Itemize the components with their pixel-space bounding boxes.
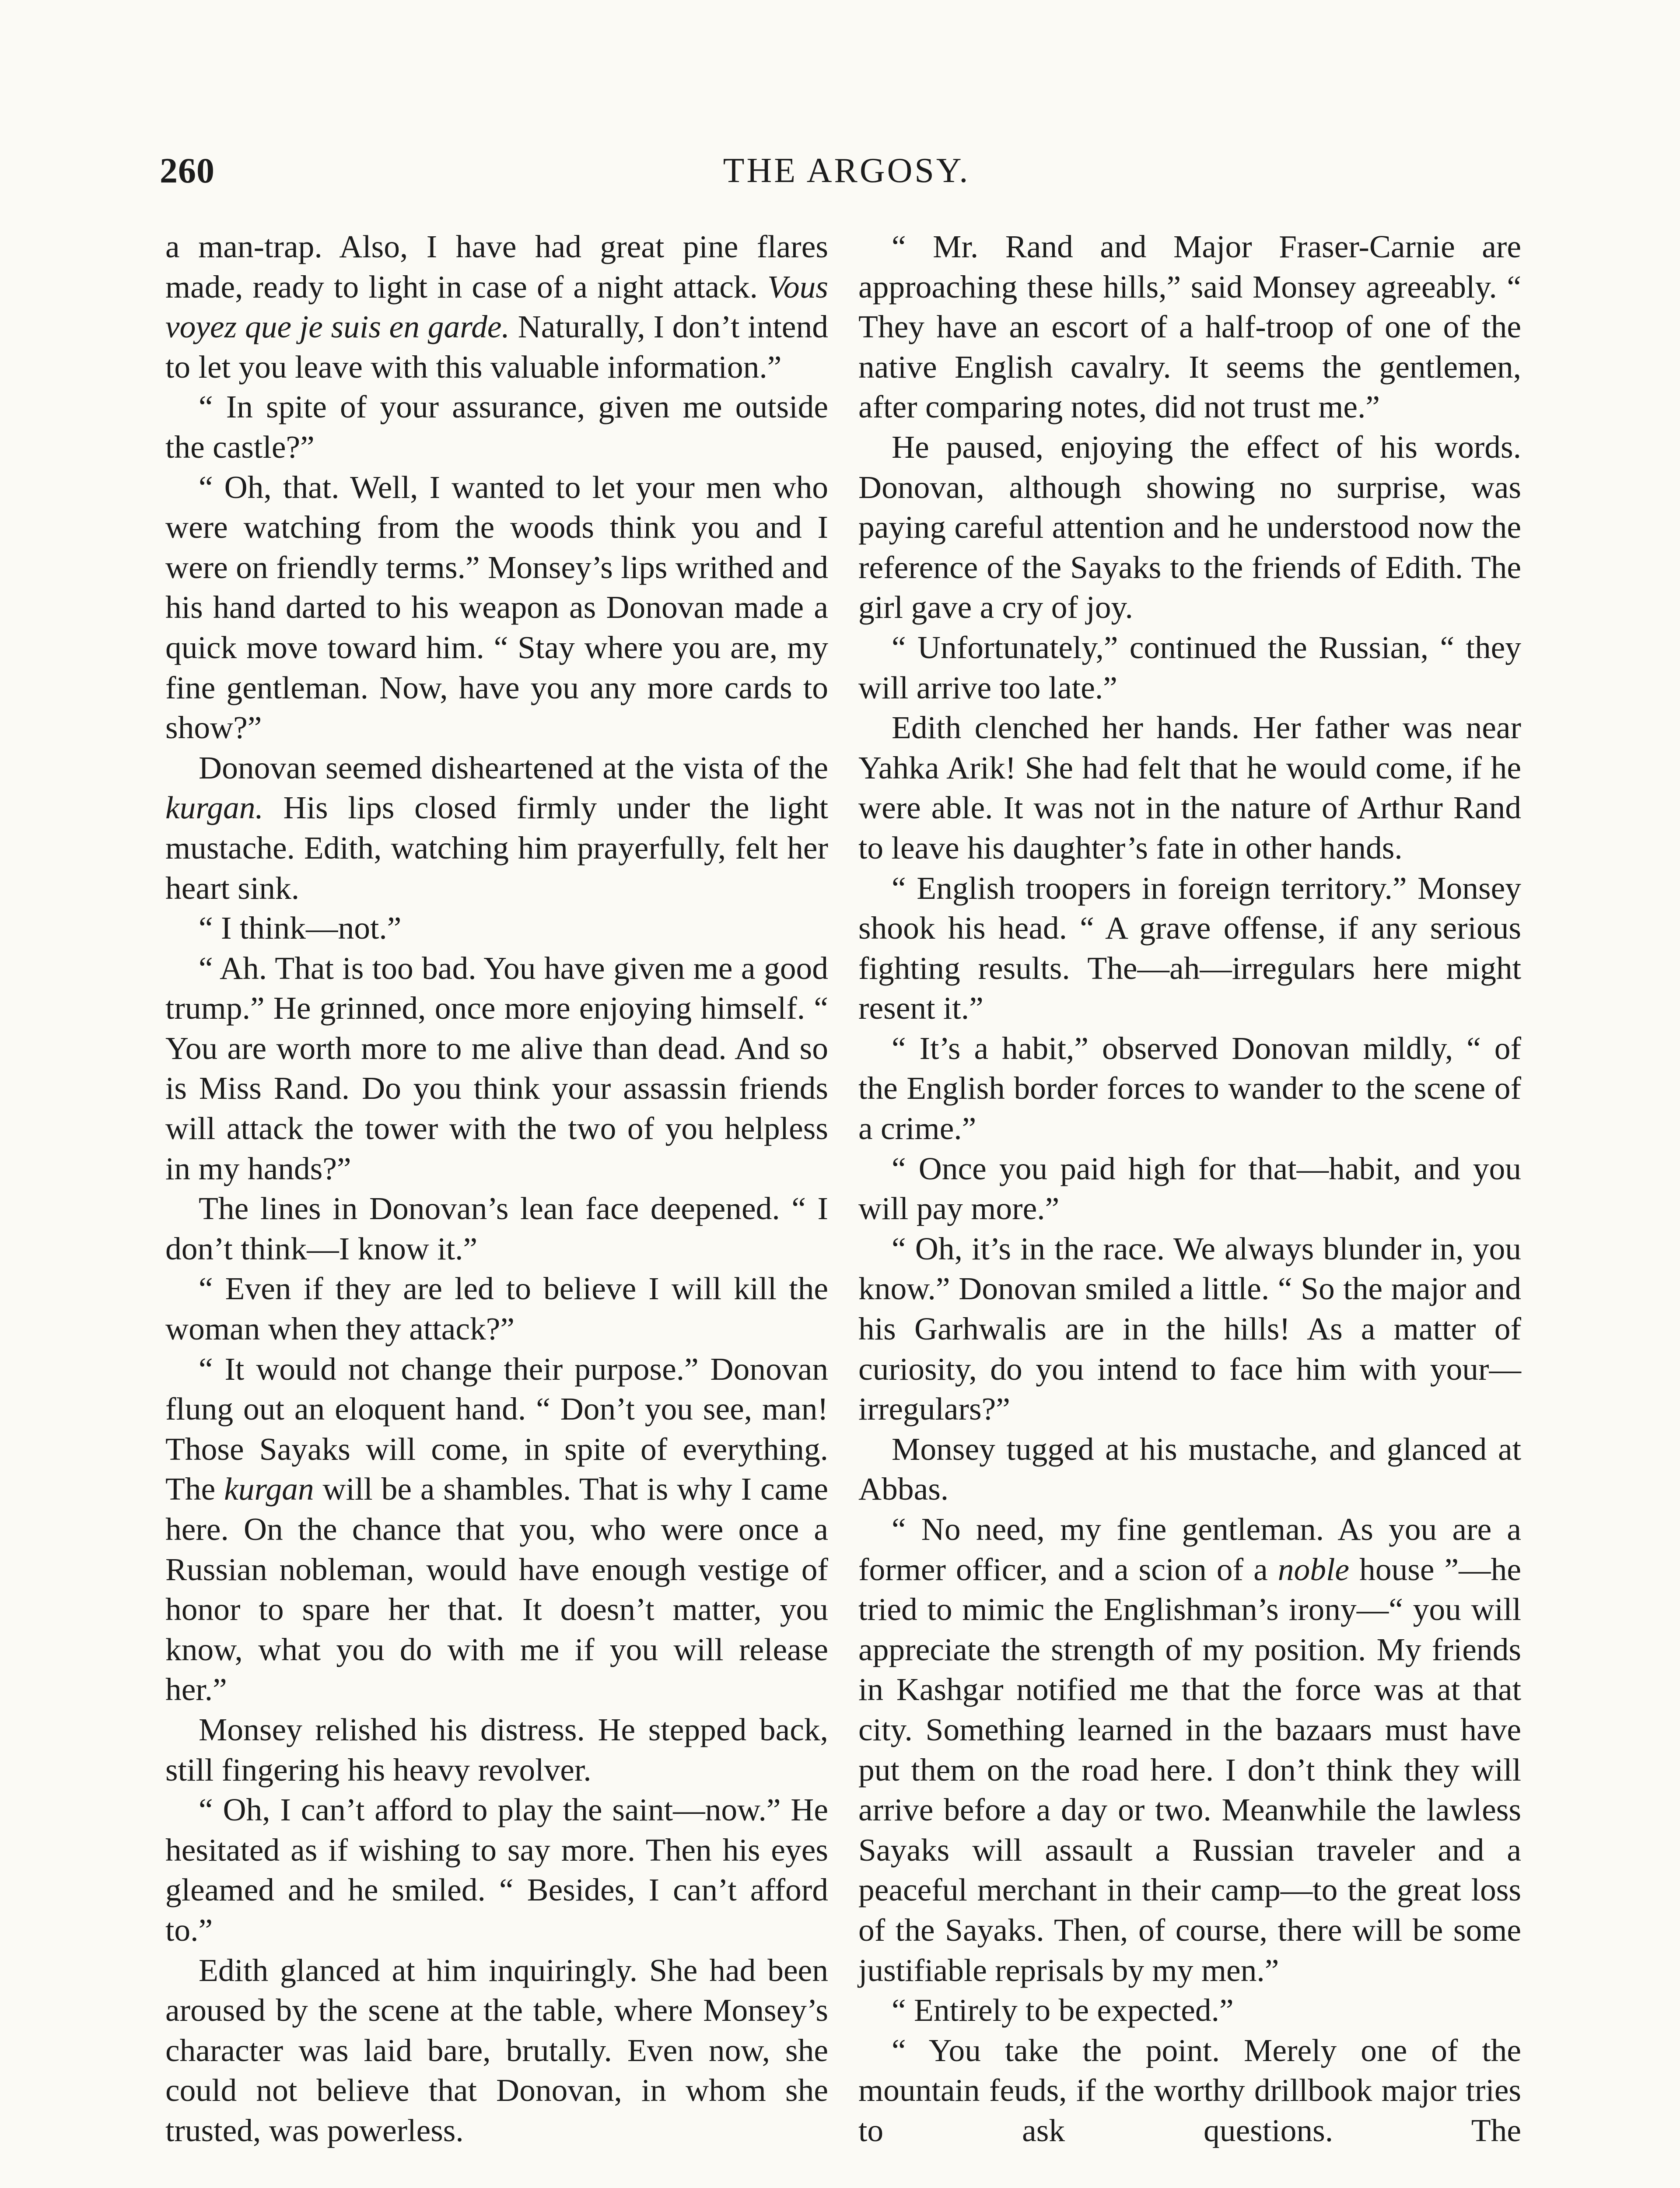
paragraph-text: “ It’s a habit,” observed Donovan mildly, “ of the English border forces to wander to the scene of a crime.” [858,1030,1521,1147]
paragraph [165,467,828,748]
paragraph-text: Edith glanced at him inquiringly. She had been aroused by the scene at the table, where Monsey’s character was laid bare, brutally. Even now, she could not believe that Donovan, in whom she trusted, was powerless. [165,1952,828,2148]
paragraph [858,628,1521,708]
paragraph-text: “ Unfortunately,” continued the Russian, “ they will arrive too late.” [858,629,1521,705]
paragraph [858,1990,1521,2030]
paragraph-text: a man-trap. Also, I have had great pine flares made, ready to light in case of a night attack. [165,229,828,305]
paragraph [858,1149,1521,1229]
paragraph-text: “ Oh, it’s in the race. We always blunder in, you know.” Donovan smiled a little. “ So the major and his Garhwalis are in the hills! As a matter of curiosity, do you intend to face him with your—irregulars?” [858,1231,1521,1427]
paragraph [858,427,1521,628]
paragraph [165,1349,828,1710]
paragraph-text: Edith clenched her hands. Her father was near Yahka Arik! She had felt that he would come, if he were able. It was not in the nature of Arthur Rand to leave his daughter’s fate in other hands. [858,710,1521,866]
paragraph [165,1790,828,1950]
paragraph-text: “ In spite of your assurance, given me outside the castle?” [165,389,828,465]
paragraph-text: “ I think—not.” [199,910,402,946]
paragraph [165,1710,828,1790]
italic-phrase: kurgan. [165,790,263,826]
paragraph-text: “ Ah. That is too bad. You have given me a good trump.” He grinned, once more enjoying himself. “ You are worth more to me alive than dead. And so is Miss Rand. Do you think your assassin friends will attack the tower with the two of you helpless in my hands?” [165,950,828,1186]
left-column [165,227,828,2151]
paragraph [858,868,1521,1028]
paragraph-text: “ Oh, I can’t afford to play the saint—now.” He hesitated as if wishing to say more. Then his eyes gleamed and he smiled. “ Besides, I can’t afford to.” [165,1792,828,1948]
paragraph [858,2030,1521,2151]
paragraph-text: “ Entirely to be expected.” [892,1992,1234,2028]
paragraph-text: “ It would not change their purpose.” Donovan flung out an eloquent hand. “ Don’t you see, man! Those Sayaks will come, in spite of everything. The [165,1351,828,1507]
italic-phrase: kurgan [224,1471,314,1507]
paragraph-text: house ”—he tried to mimic the Englishman’s irony—“ you will appreciate the strength of my position. My friends in Kashgar notified me that the force was at that city. Something learned in the bazaars must have put them on the road here. I don’t think they will arrive before a day or two. Meanwhile the lawless Sayaks will assault a Russian traveler and a peaceful merchant in their camp—to the great loss of the Sayaks. Then, of course, there will be some justifiable reprisals by my men.” [858,1551,1521,1988]
magazine-title: THE ARGOSY. [723,151,970,190]
paragraph [858,1229,1521,1429]
paragraph [858,708,1521,868]
paragraph [165,748,828,908]
paragraph [165,948,828,1189]
paragraph-text: “ English troopers in foreign territory.” Monsey shook his head. “ A grave offense, if any serious fighting results. The—ah—irregulars here might resent it.” [858,870,1521,1026]
paragraph-text: Naturally, I don’t intend to let you leave with this valuable information.” [165,309,828,385]
italic-phrase: Vous voyez que je suis en garde. [165,269,828,345]
page-number: 260 [160,151,215,190]
paragraph [858,1509,1521,1990]
paragraph [165,1950,828,2151]
paragraph-text: The lines in Donovan’s lean face deepened. “ I don’t think—I know it.” [165,1191,828,1266]
paragraph [858,1429,1521,1509]
paragraph-text: “ Mr. Rand and Major Fraser-Carnie are approaching these hills,” said Monsey agreeably. “ They have an escort of a half-troop of one of the native English cavalry. It seems the gentlemen, after comparing notes, did not trust me.” [858,229,1521,425]
paragraph-text: “ Once you paid high for that—habit, and you will pay more.” [858,1150,1521,1227]
paragraph-text: He paused, enjoying the effect of his words. Donovan, although showing no surprise, was paying careful attention and he understood now the reference of the Sayaks to the friends of Edith. The girl gave a cry of joy. [858,429,1521,625]
paragraph-text: “ Even if they are led to believe I will kill the woman when they attack?” [165,1271,828,1347]
paragraph-text: “ You take the point. Merely one of the mountain feuds, if the worthy drillbook major tries to ask questions. The [858,2032,1521,2148]
paragraph [165,1189,828,1269]
paragraph-text: “ Oh, that. Well, I wanted to let your men who were watching from the woods think you and I were on friendly terms.” Monsey’s lips writhed and his hand darted to his weapon as Donovan made a quick move toward him. “ Stay where you are, my fine gentleman. Now, have you any more cards to show?” [165,469,828,746]
paragraph-text: Donovan seemed disheartened at the vista of the [199,750,828,785]
paragraph [165,387,828,467]
italic-phrase: noble [1278,1551,1349,1587]
paragraph-text: “ No need, my fine gentleman. As you are a former officer, and a scion of a [858,1511,1521,1587]
right-column [858,227,1521,2151]
paragraph [165,1269,828,1349]
paragraph [858,227,1521,427]
paragraph [858,1028,1521,1149]
paragraph [165,227,828,387]
paragraph-text: His lips closed firmly under the light mustache. Edith, watching him prayerfully, felt her heart sink. [165,790,828,906]
running-head [0,144,1680,197]
paragraph [165,908,828,948]
paragraph-text: will be a shambles. That is why I came here. On the chance that you, who were once a Russian nobleman, would have enough vestige of honor to spare her that. It doesn’t matter, you know, what you do with me if you will release her.” [165,1471,828,1708]
paragraph-text: Monsey tugged at his mustache, and glanced at Abbas. [858,1431,1521,1507]
paragraph-text: Monsey relished his distress. He stepped back, still fingering his heavy revolver. [165,1711,828,1788]
